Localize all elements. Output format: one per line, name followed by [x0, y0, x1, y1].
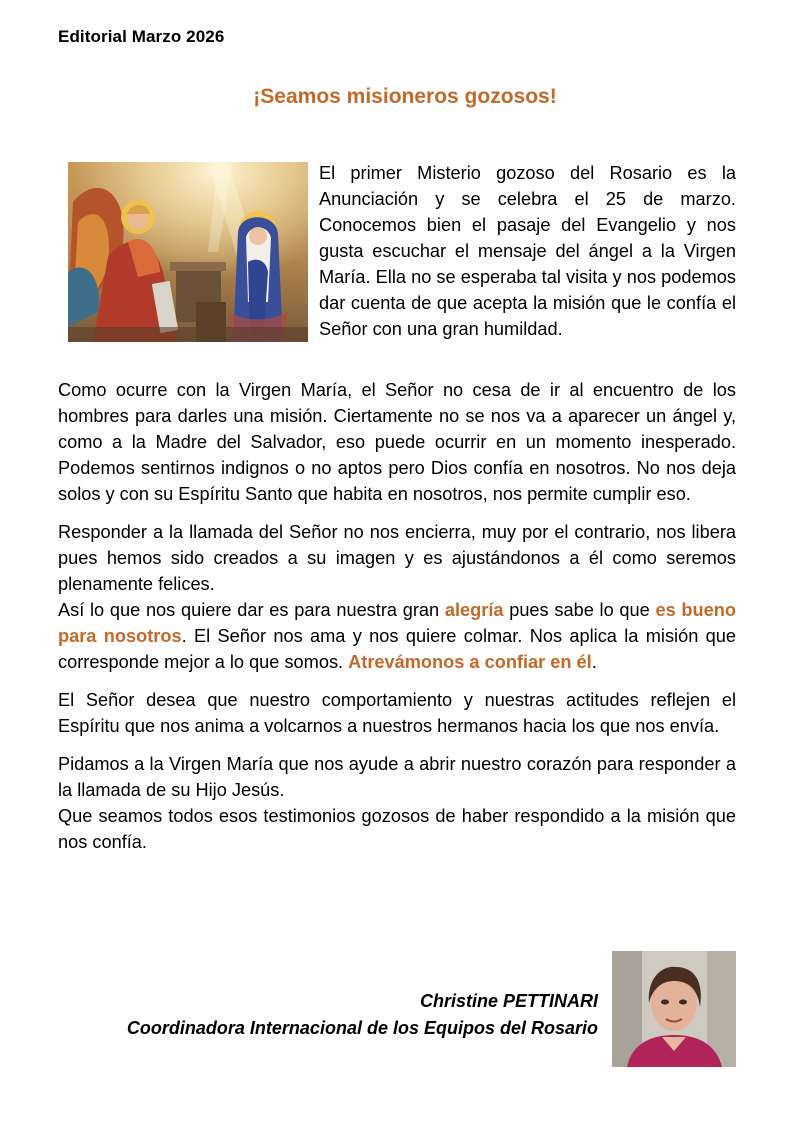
paragraph-3: El Señor desea que nuestro comportamiento y nuestras actitudes reflejen el Espíritu que nos anima a volcarnos a nuestros hermanos hacia los que nos envía. [58, 690, 736, 736]
paragraph-2 [58, 519, 736, 675]
paragraph-4a: Pidamos a la Virgen María que nos ayude a abrir nuestro corazón para responder a la llamada de su Hijo Jesús. [58, 754, 736, 800]
signature-role: Coordinadora Internacional de los Equipos del Rosario [126, 1018, 598, 1038]
paragraph-2b [58, 597, 736, 675]
paragraph-2b-text-2: pues sabe lo que [503, 600, 656, 620]
paragraph-2b-text-3: . El Señor nos ama y nos quiere colmar. Nos aplica la misión que corresponde mejor a lo que somos. [58, 626, 737, 672]
paragraph-1: Como ocurre con la Virgen María, el Señor no cesa de ir al encuentro de los hombres para darles una misión. Ciertamente no se nos va a aparecer un ángel y, como a la Madre del Salvador, eso puede ocurrir en un momento inesperado. Podemos sentirnos indignos o no aptos pero Dios confía en nosotros. No nos deja solos y con su Espíritu Santo que habita en nosotros, nos permite cumplir eso. [58, 380, 736, 504]
annunciation-painting-image [68, 162, 308, 342]
author-portrait-photo [612, 951, 736, 1067]
signature-block [127, 988, 598, 1042]
signature-name: Christine PETTINARI [419, 991, 598, 1011]
paragraph-2b-text-4: . [591, 652, 597, 672]
highlight-es-bueno: es bueno para nosotros [58, 600, 736, 646]
highlight-atrevamonos: Atrevámonos a confiar en él [348, 652, 592, 672]
editorial-header: Editorial Marzo 2026 [58, 27, 225, 46]
intro-paragraph: El primer Misterio gozoso del Rosario es la Anunciación y se celebra el 25 de marzo. Conocemos bien el pasaje del Evangelio y nos gusta escuchar el mensaje del ángel a la Virgen María. Ella no se esperaba tal visita y nos podemos dar cuenta de que acepta la misión que le confía el Señor con una gran humildad. [319, 163, 736, 339]
paragraph-2b-text-1: Así lo que nos quiere dar es para nuestra gran [58, 600, 445, 620]
editorial-body [58, 377, 736, 867]
paragraph-4 [58, 751, 736, 855]
paragraph-2a: Responder a la llamada del Señor no nos encierra, muy por el contrario, nos libera pues hemos sido creados a su imagen y es ajustándonos a él como seremos plenamente felices. [58, 522, 736, 594]
paragraph-4b: Que seamos todos esos testimonios gozosos de haber respondido a la misión que nos confía. [58, 806, 736, 852]
page-title: ¡Seamos misioneros gozosos! [253, 85, 557, 108]
highlight-alegria: alegría [444, 600, 504, 620]
